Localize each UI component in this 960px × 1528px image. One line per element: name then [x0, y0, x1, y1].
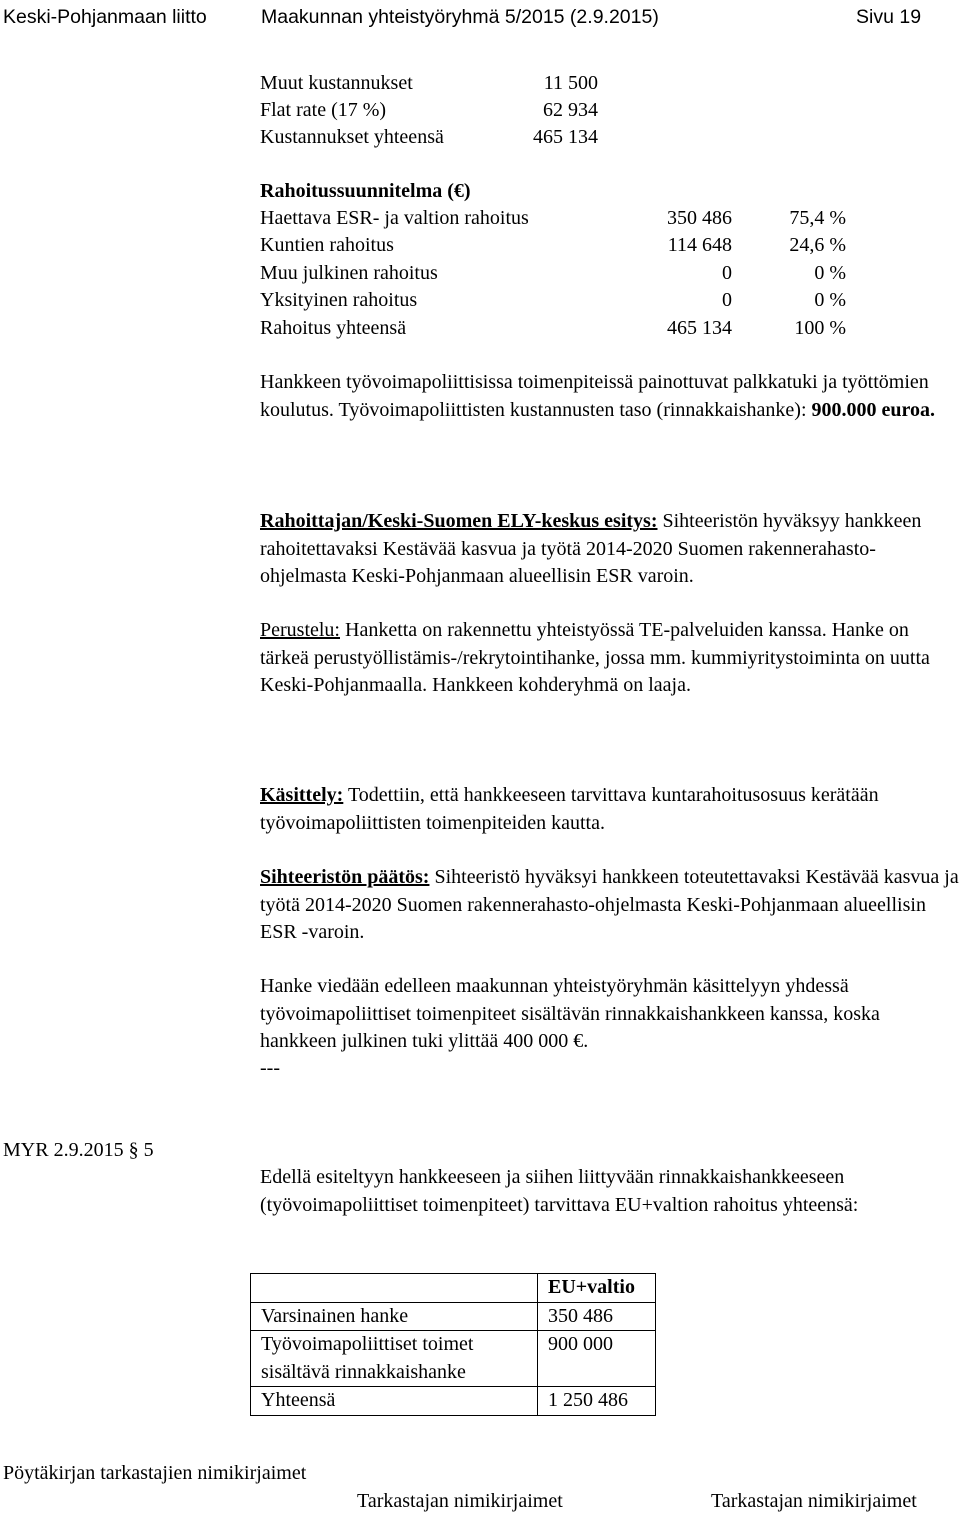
- paragraph-text: Edellä esiteltyyn hankkeeseen ja siihen liittyvään rinnakkaishankkeeseen (työvoimapoliittiset toimenpiteet) tarvittava EU+valtion rahoitus yhteensä:: [260, 1166, 859, 1216]
- financing-amount: 350 486: [667, 207, 732, 229]
- cost-label: Kustannukset yhteensä: [260, 126, 444, 148]
- footer-inspectors-initials: Pöytäkirjan tarkastajien nimikirjaimet: [3, 1462, 307, 1484]
- cost-value: 11 500: [543, 72, 598, 94]
- table-header-row: [251, 1274, 656, 1303]
- handling-label: Käsittely:: [260, 784, 344, 806]
- table-cell-empty: [251, 1274, 538, 1303]
- header-organization: Keski-Pohjanmaan liitto: [3, 6, 207, 28]
- paragraph-text: Hanketta on rakennettu yhteistyössä TE-palveluiden kanssa. Hanke on tärkeä perustyöllistämis-/rekrytointihanke, jossa mm. kummiyritystoiminta on uutta Keski-Pohjanmaalla. Hankkeen kohderyhmä on laaja.: [260, 619, 930, 696]
- footer-inspector-initials: Tarkastajan nimikirjaimet: [711, 1490, 917, 1512]
- table-row: [251, 1302, 656, 1331]
- cost-level-value: 900.000 euroa.: [811, 398, 936, 421]
- financing-percent: 0 %: [814, 262, 846, 284]
- reason-paragraph: [260, 617, 960, 700]
- financing-label: Muu julkinen rahoitus: [260, 262, 438, 284]
- financing-percent: 0 %: [814, 289, 846, 311]
- paragraph-text: Sihteeristö hyväksyi hankkeen toteutettavaksi Kestävää kasvua ja työtä 2014-2020 Suomen rakennerahasto-ohjelmasta Keski-Pohjanmaan alueellisin ESR -varoin.: [260, 866, 959, 943]
- section-paragraph: [260, 1164, 960, 1219]
- paragraph-text: Todettiin, että hankkeeseen tarvittava kuntarahoitusosuus kerätään työvoimapoliittisten toimenpiteiden kautta.: [260, 784, 879, 834]
- paragraph-text: Hanke viedään edelleen maakunnan yhteistyöryhmän käsittelyyn yhdessä työvoimapoliittiset toimenpiteet sisältävän rinnakkaishankkeen kanssa, koska hankkeen julkinen tuki ylittää 400 000 €.: [260, 975, 880, 1052]
- cost-value: 62 934: [543, 99, 598, 121]
- financing-label: Rahoitus yhteensä: [260, 317, 407, 339]
- table-row-value: 350 486: [538, 1302, 656, 1331]
- financing-label: Kuntien rahoitus: [260, 234, 394, 256]
- decision-label: Sihteeristön päätös:: [260, 866, 430, 888]
- paragraph-text: Hankkeen työvoimapoliittisissa toimenpiteissä painottuvat palkkatuki ja työttömien koulutus. Työvoimapoliittisten kustannusten taso (rinnakkaishanke):: [260, 371, 929, 421]
- cost-label: Muut kustannukset: [260, 72, 413, 94]
- cost-value: 465 134: [533, 126, 598, 148]
- table-header-eu-valtio: EU+valtio: [538, 1274, 656, 1303]
- table-row-value: 1 250 486: [538, 1387, 656, 1416]
- header-meeting: Maakunnan yhteistyöryhmä 5/2015 (2.9.2015): [261, 6, 659, 28]
- handling-paragraph: [260, 782, 960, 837]
- footer-inspector-initials: Tarkastajan nimikirjaimet: [357, 1490, 563, 1512]
- cost-label: Flat rate (17 %): [260, 99, 387, 121]
- decision-paragraph: [260, 864, 960, 947]
- forward-paragraph: [260, 973, 960, 1056]
- separator-dashes: ---: [260, 1057, 280, 1079]
- table-row-label: Varsinainen hanke: [251, 1302, 538, 1331]
- proposal-label: Rahoittajan/Keski-Suomen ELY-keskus esitys:: [260, 510, 658, 532]
- financing-percent: 100 %: [794, 317, 846, 339]
- financing-amount: 465 134: [667, 317, 732, 339]
- paragraph-text: Sihteeristön hyväksyy hankkeen rahoitettavaksi Kestävää kasvua ja työtä 2014-2020 Suomen rakennerahasto-ohjelmasta Keski-Pohjanmaan alueellisin ESR varoin.: [260, 510, 922, 587]
- financing-label: Yksityinen rahoitus: [260, 289, 418, 311]
- table-row: [251, 1331, 656, 1387]
- table-row-value: 900 000: [538, 1331, 656, 1387]
- financing-percent: 75,4 %: [789, 207, 846, 229]
- labor-policy-paragraph: [260, 369, 960, 424]
- table-row-label: Yhteensä: [251, 1387, 538, 1416]
- financing-amount: 0: [722, 262, 732, 284]
- financing-amount: 0: [722, 289, 732, 311]
- financing-label: Haettava ESR- ja valtion rahoitus: [260, 207, 529, 229]
- financing-amount: 114 648: [667, 234, 732, 256]
- table-row-label: Työvoimapoliittiset toimet sisältävä rinnakkaishanke: [251, 1331, 538, 1387]
- financing-percent: 24,6 %: [789, 234, 846, 256]
- section-reference: MYR 2.9.2015 § 5: [3, 1139, 154, 1161]
- reason-label: Perustelu:: [260, 619, 340, 641]
- table-row: [251, 1387, 656, 1416]
- eu-funding-table: [250, 1273, 656, 1416]
- header-page-number: Sivu 19: [856, 6, 922, 28]
- financing-heading: Rahoitussuunnitelma (€): [260, 180, 471, 202]
- proposal-paragraph: [260, 508, 960, 591]
